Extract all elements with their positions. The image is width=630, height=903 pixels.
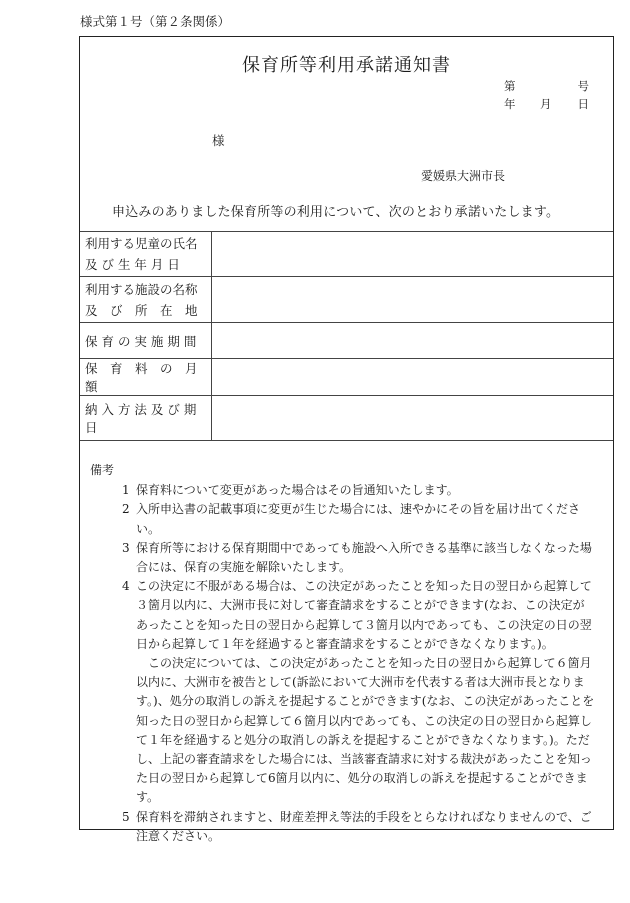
document-date-line (504, 96, 589, 112)
document-title: 保育所等利用承諾通知書 (242, 55, 451, 76)
table-row (80, 277, 613, 323)
remark-item (88, 500, 595, 538)
remark-number: 1 (122, 483, 130, 498)
intro-text: 申込みのありました保育所等の利用について、次のとおり承諾いたします。 (112, 205, 560, 220)
field-value-payment[interactable] (211, 396, 613, 441)
remark-paragraph: この決定については、この決定があったことを知った日の翌日から起算して６箇月以内に、大洲市を被告として(訴訟において大洲市を代表する者は大洲市長となります。)、処分の取消しの訴えを提起することができます(なお、この決定があったことを知った日の翌日から起算して６箇月以内であっても、この決定の日の翌日から起算して１年を経過すると処分の取消しの訴えを提起することができなくなります。)。ただし、上記の審査請求をした場合には、当該審査請求に対する裁決があったことを知った日の翌日から起算して6箇月以内に、処分の取消しの訴えを提起することができます。 (136, 656, 595, 805)
label-line: 利用する児童の氏名 (85, 236, 198, 251)
remarks-title: 備考 (90, 463, 115, 477)
remark-number: 5 (122, 809, 130, 824)
document-number-line (504, 78, 589, 94)
date-year: 年 (504, 97, 516, 111)
form-number-label: 様式第１号（第２条関係） (80, 14, 231, 29)
field-label-facility (80, 277, 211, 323)
remark-item (88, 577, 595, 654)
date-month: 月 (540, 97, 552, 111)
field-value-child[interactable] (211, 232, 613, 277)
remark-text: 入所申込書の記載事項に変更が生じた場合には、速やかにその旨を届け出てください。 (136, 502, 581, 536)
table-row (80, 232, 613, 277)
issuer-name: 愛媛県大洲市長 (420, 169, 505, 183)
document-frame (79, 36, 614, 843)
table-row (80, 323, 613, 359)
date-day: 日 (577, 97, 589, 111)
field-label-period: 保 育 の 実 施 期 間 (80, 323, 211, 359)
remark-item (88, 808, 595, 846)
remarks-section (88, 461, 595, 846)
label-line: 及 び 生 年 月 日 (85, 257, 180, 272)
label-line: 利用する施設の名称 (85, 281, 198, 297)
field-value-period[interactable] (211, 323, 613, 359)
field-label-child (80, 232, 211, 277)
remark-item (88, 539, 595, 577)
details-table (80, 231, 613, 441)
field-value-facility[interactable] (211, 277, 613, 323)
remark-text: 保育料を滞納されますと、財産差押え等法的手段をとらなければなりませんので、ご注意ください。 (136, 809, 592, 843)
remark-text: この決定に不服がある場合は、この決定があったことを知った日の翌日から起算して３箇月以内に、大洲市長に対して審査請求をすることができます(なお、この決定があったことを知った日の翌日から起算して３箇月以内であっても、この決定の日の翌日から起算して１年を経過すると審査請求をすることができなくなります。)。 (136, 579, 592, 651)
field-label-monthly-fee: 保 育 料 の 月 額 (80, 359, 211, 396)
table-row (80, 396, 613, 441)
field-value-monthly-fee[interactable] (211, 359, 613, 396)
remark-text: 保育所等における保育期間中であっても施設へ入所できる基準に該当しなくなった場合には、保育の実施を解除いたします。 (136, 540, 592, 575)
remark-number: 3 (122, 540, 130, 555)
remark-number: 2 (122, 502, 130, 517)
number-prefix: 第 (504, 79, 516, 93)
addressee-suffix: 様 (212, 133, 225, 148)
remark-number: 4 (122, 579, 130, 594)
number-suffix: 号 (577, 79, 589, 93)
field-label-payment: 納 入 方 法 及 び 期 日 (80, 396, 211, 441)
label-line: 及 び 所 在 地 (85, 302, 198, 318)
remark-text: 保育料について変更があった場合はその旨通知いたします。 (136, 483, 459, 498)
table-row (80, 359, 613, 396)
remark-item (88, 481, 595, 500)
